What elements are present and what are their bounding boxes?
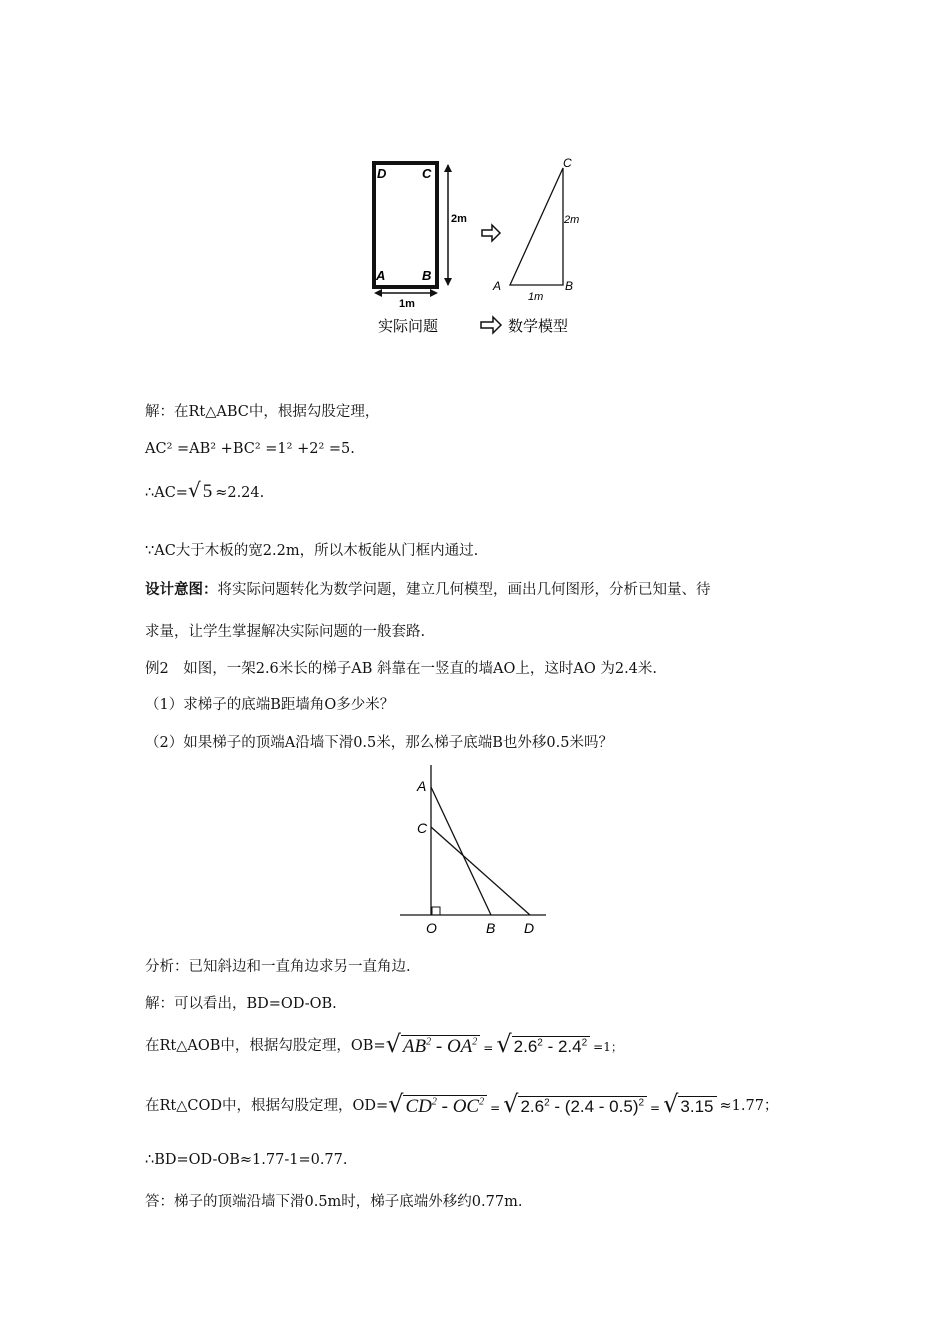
caption-arrow-icon [481, 317, 501, 333]
design-intent-line2: 求量，让学生掌握解决实际问题的一般套路. [145, 624, 426, 640]
point-label-d: D [524, 920, 535, 936]
step3-prefix: 在Rt△COD中，根据勾股定理，OD= [145, 1098, 389, 1114]
example2-question2: （2）如果梯子的顶端A沿墙下滑0.5米，那么梯子底端B也外移0.5米吗？ [145, 735, 613, 751]
door-height-label: 2m [451, 213, 467, 225]
door-label-c: C [422, 166, 432, 181]
caption-real-problem: 实际问题 [378, 318, 439, 335]
answer-line: 答：梯子的顶端沿墙下滑0.5m时，梯子底端外移约0.77m. [145, 1194, 523, 1210]
design-intent-text1: 将实际问题转化为数学问题，建立几何模型，画出几何图形，分析已知量、待 [217, 582, 711, 598]
point-label-a: A [417, 778, 427, 794]
door-width-label: 1m [399, 298, 415, 310]
solution2-step1: 解：可以看出，BD=OD-OB. [145, 996, 337, 1012]
right-triangle [510, 168, 563, 285]
solution2-step2 [145, 1030, 623, 1058]
caption-math-model: 数学模型 [508, 318, 569, 335]
sqrt-values-cod: √ $2.6^2 - (2.4 - 0.5)^2$ [503, 1090, 647, 1118]
step3-eq2: = [650, 1101, 661, 1115]
triangle-label-a: A [493, 279, 502, 293]
step3-eq1: = [490, 1101, 501, 1115]
solution1-line1: 解：在Rt△ABC中，根据勾股定理， [145, 404, 380, 420]
triangle-label-c: C [563, 156, 572, 170]
example2-title: 例2 如图，一架2.6米长的梯子AB 斜靠在一竖直的墙AO上，这时AO 为2.4米. [145, 661, 658, 677]
analysis-line: 分析：已知斜边和一直角边求另一直角边. [145, 959, 411, 975]
sqrt-5: √ 5 [187, 478, 213, 502]
solution1-line3-prefix: ∴AC= [145, 485, 188, 501]
sqrt-ab2-oa2: √ $AB^2 - OA^2$ [386, 1030, 481, 1058]
solution2-step3 [145, 1090, 778, 1118]
solution1-line3 [145, 478, 264, 503]
point-label-b: B [486, 920, 496, 936]
step3-suffix: ≈1.77； [719, 1098, 779, 1114]
triangle-label-b: B [565, 279, 574, 293]
point-label-o: O [426, 920, 437, 936]
door-label-d: D [377, 166, 387, 181]
example2-question1: （1）求梯子的底端B距墙角O多少米？ [145, 697, 395, 713]
solution1-line3-suffix: ≈2.24. [215, 485, 265, 501]
solution1-line4: ∵AC大于木板的宽2.2m，所以木板能从门框内通过. [145, 543, 479, 559]
point-label-c: C [417, 820, 428, 836]
hollow-arrow-icon [482, 225, 500, 241]
design-intent-label: 设计意图： [145, 581, 218, 598]
triangle-width-label: 1m [528, 291, 544, 303]
ladder-figure [400, 760, 550, 940]
door-label-a: A [376, 268, 386, 283]
right-angle-marker [432, 907, 440, 915]
door-label-b: B [422, 268, 432, 283]
sqrt-3-15: √ 3.15 [663, 1090, 716, 1118]
triangle-height-label: 2m [564, 214, 580, 226]
step2-prefix: 在Rt△AOB中，根据勾股定理，OB= [145, 1038, 386, 1054]
design-intent-line1 [145, 578, 711, 599]
ladder-ab [431, 787, 491, 915]
door-to-triangle-figure [360, 155, 590, 340]
step2-eq2: =1； [593, 1040, 623, 1054]
step2-eq1: = [483, 1041, 494, 1055]
sqrt-values-aob: √ $2.6^2 - 2.4^2$ [496, 1030, 590, 1058]
solution2-step4: ∴BD=OD-OB≈1.77-1=0.77. [145, 1152, 348, 1168]
ladder-cd [431, 827, 530, 915]
solution1-line2: AC² =AB² +BC² =1² +2² =5. [145, 441, 355, 457]
sqrt-cd2-oc2: √ $CD^2 - OC^2$ [388, 1090, 487, 1118]
